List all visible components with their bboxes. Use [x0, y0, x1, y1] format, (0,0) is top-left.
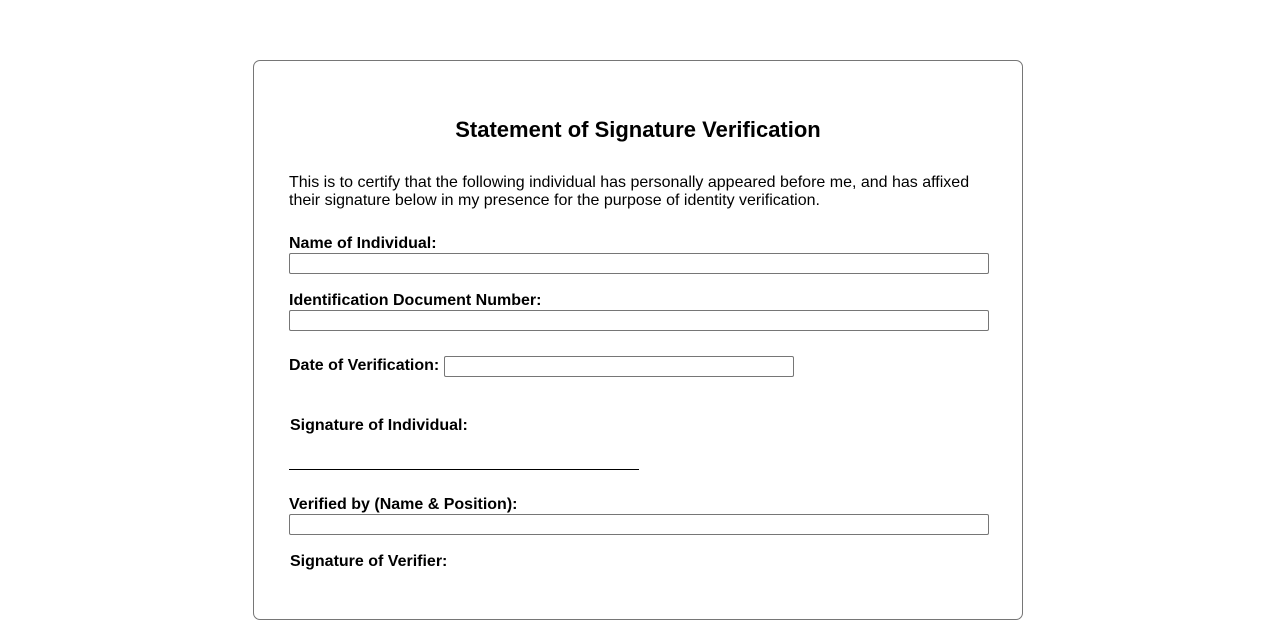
id-document-number-input[interactable] — [289, 310, 989, 331]
name-of-individual-input[interactable] — [289, 253, 989, 274]
verified-by-label: Verified by (Name & Position): — [289, 496, 518, 513]
date-of-verification-input[interactable] — [444, 356, 794, 377]
verified-by-input[interactable] — [289, 514, 989, 535]
name-of-individual-label: Name of Individual: — [289, 235, 437, 252]
form-intro-text: This is to certify that the following individual has personally appeared before me, and has affixed their signature below in my presence for the purpose of identity verification. — [289, 174, 970, 209]
id-document-number-label: Identification Document Number: — [289, 292, 542, 309]
signature-of-verifier-label: Signature of Verifier: — [290, 553, 448, 570]
signature-of-individual-line[interactable] — [289, 469, 639, 470]
date-of-verification-label: Date of Verification: — [289, 357, 440, 374]
verification-form-card — [253, 60, 1023, 620]
signature-of-individual-label: Signature of Individual: — [290, 417, 468, 434]
form-title: Statement of Signature Verification — [455, 117, 821, 142]
